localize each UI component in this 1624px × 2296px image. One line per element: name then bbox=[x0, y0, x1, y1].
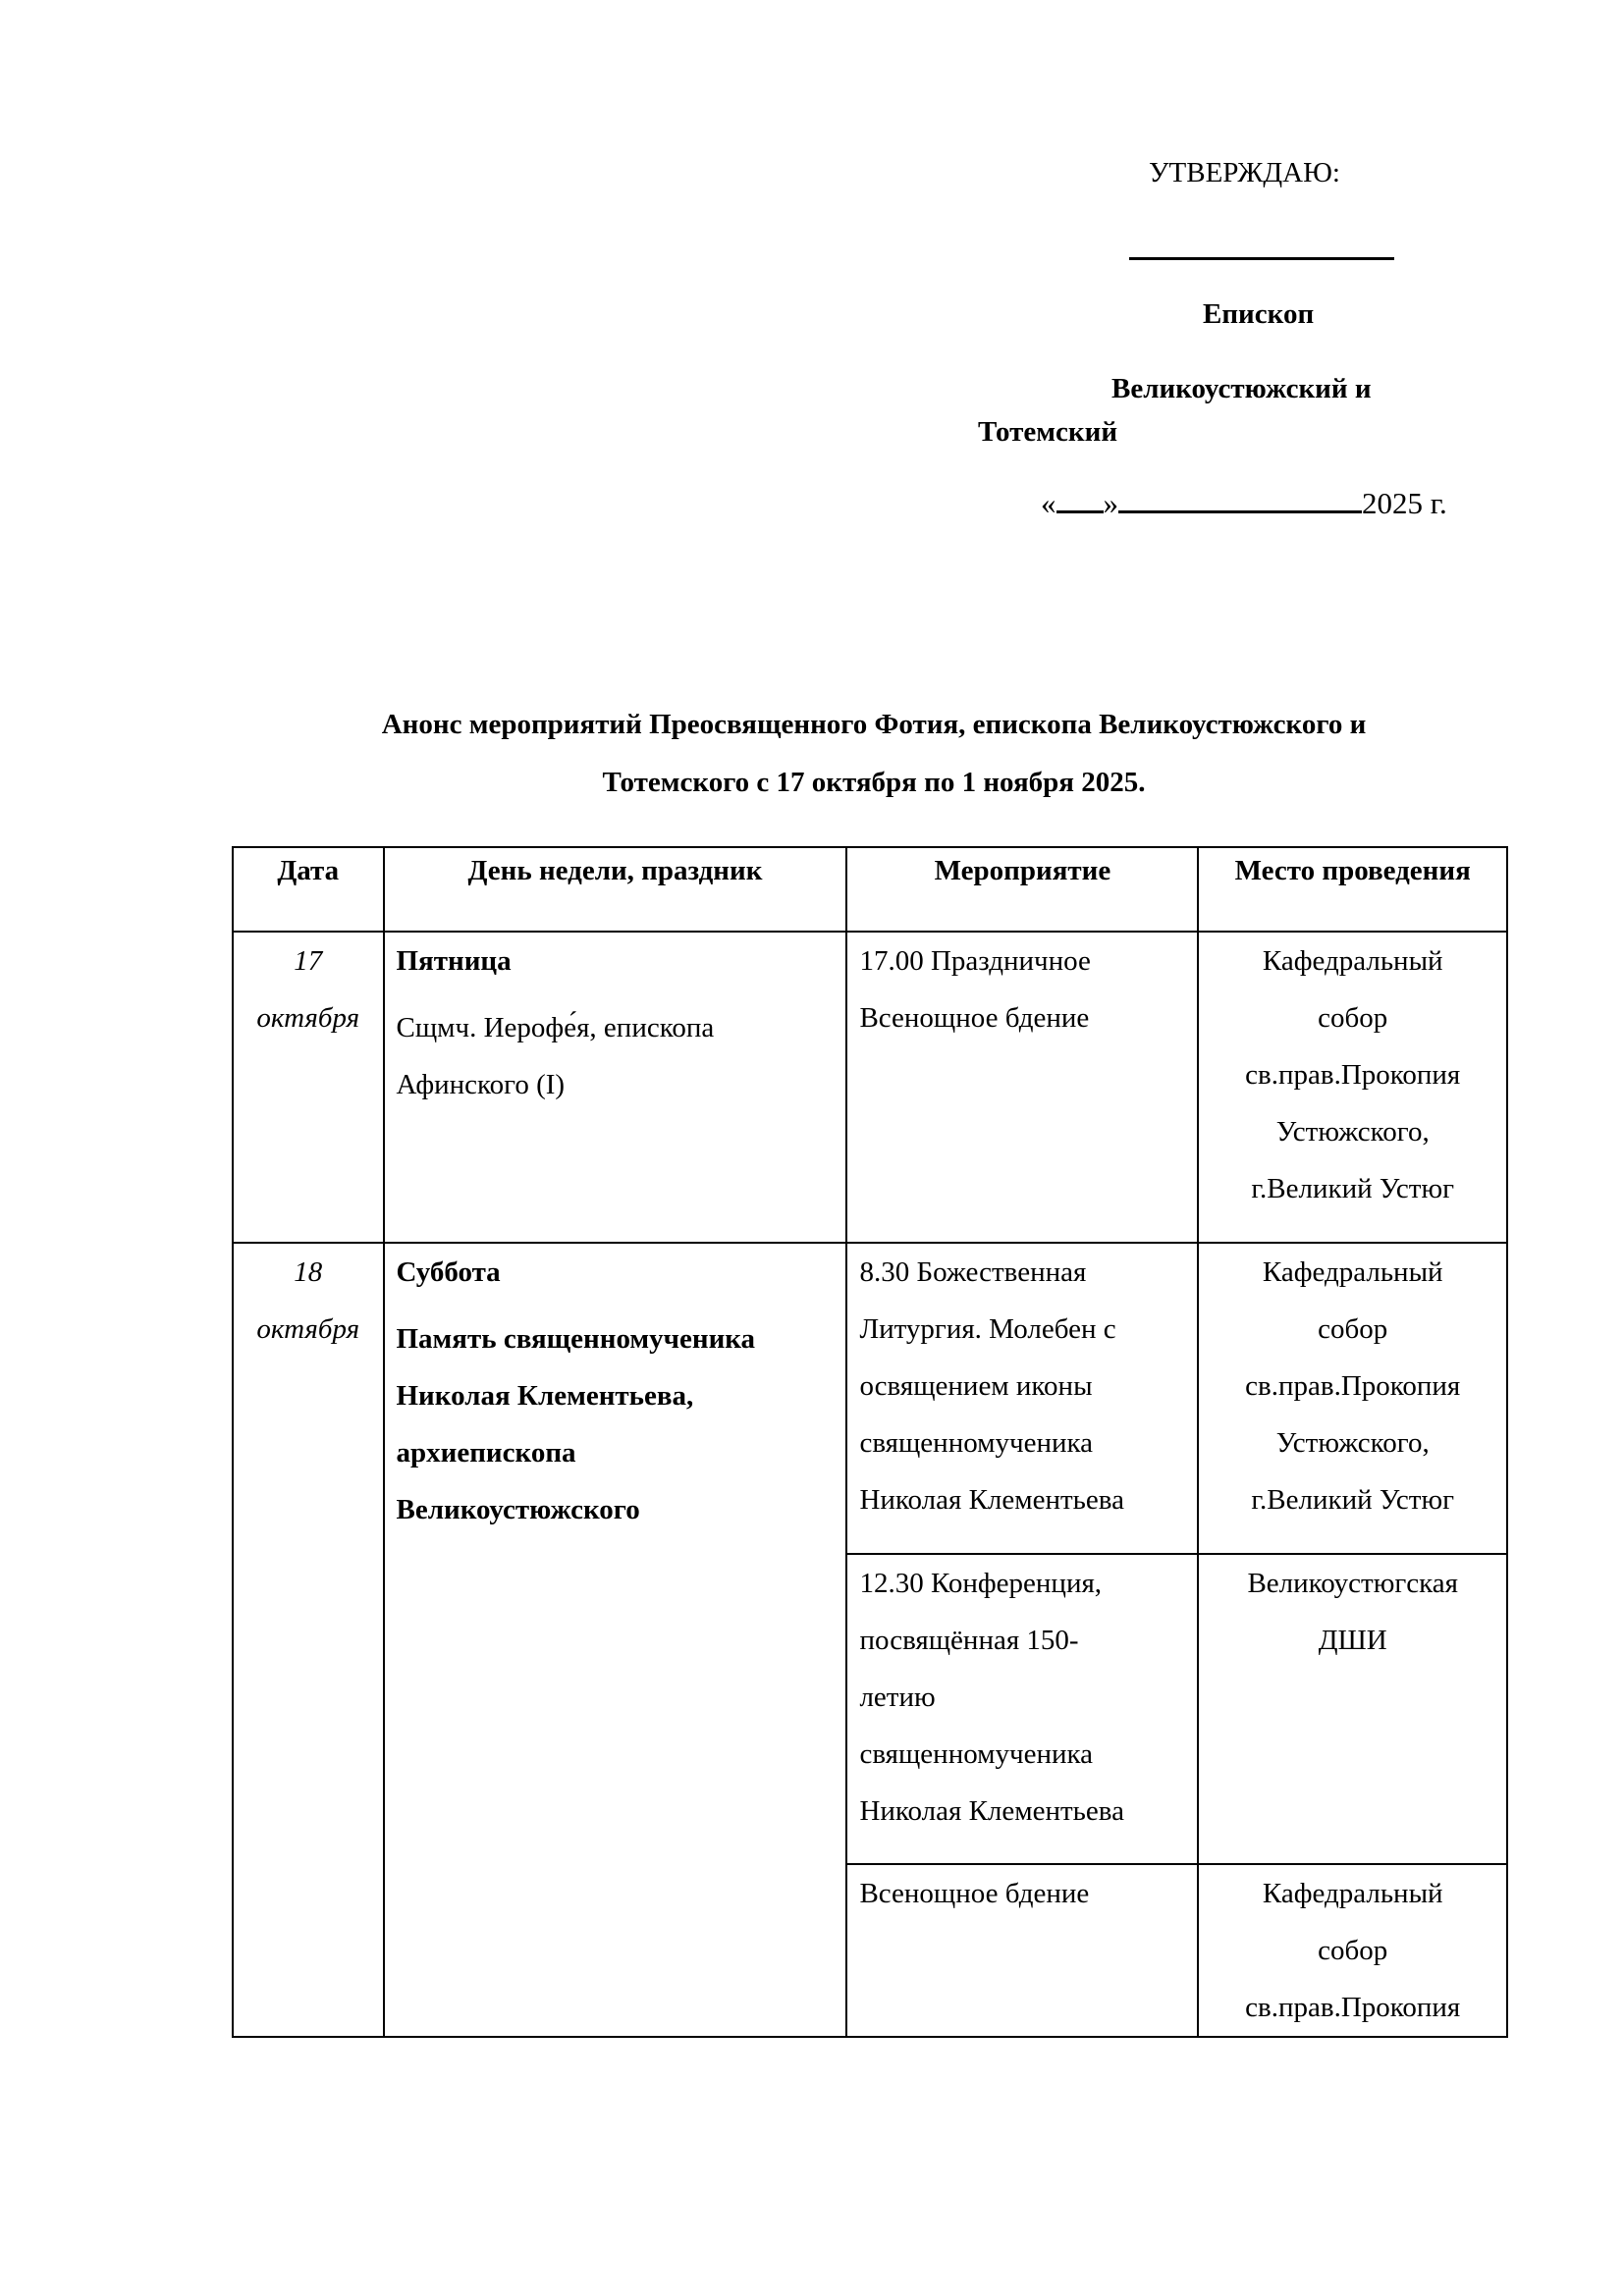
approval-heading: УТВЕРЖДАЮ: bbox=[1149, 157, 1340, 188]
date-open-quote: « bbox=[1041, 486, 1056, 520]
header-location: Место проведения bbox=[1198, 847, 1507, 932]
event-line: летию bbox=[859, 1682, 936, 1713]
event-line: Николая Клементьева bbox=[859, 1484, 1124, 1516]
location-line: собор bbox=[1318, 1002, 1388, 1034]
table-row bbox=[233, 932, 1507, 1243]
approver-see: Великоустюжский и bbox=[1111, 373, 1372, 404]
event-line: освящением иконы bbox=[859, 1370, 1093, 1402]
location-line: г.Великий Устюг bbox=[1251, 1484, 1455, 1516]
document-title-continued: Тотемского с 17 октября по 1 ноября 2025. bbox=[602, 767, 1146, 798]
schedule-table bbox=[232, 846, 1508, 2038]
event-line: священномученика bbox=[859, 1427, 1094, 1459]
feast-line: Память священномученика bbox=[396, 1323, 756, 1355]
event-line: Николая Клементьева bbox=[859, 1795, 1124, 1827]
location-line: г.Великий Устюг bbox=[1251, 1173, 1455, 1204]
weekday-feast-cell bbox=[384, 932, 847, 1243]
feast-line: архиепископа bbox=[396, 1437, 576, 1468]
feast-description bbox=[397, 999, 835, 1113]
event-cell bbox=[846, 932, 1198, 1243]
date-day: 17 bbox=[294, 945, 323, 977]
location-line: св.прав.Прокопия bbox=[1245, 1059, 1461, 1091]
location-line: ДШИ bbox=[1318, 1625, 1387, 1656]
event-cell bbox=[846, 1554, 1198, 1864]
location-line: Великоустюгская bbox=[1247, 1568, 1458, 1599]
location-line: Кафедральный bbox=[1262, 945, 1443, 977]
event-line: Всенощное бдение bbox=[859, 1002, 1090, 1034]
header-date: Дата bbox=[233, 847, 384, 932]
location-cell bbox=[1198, 1554, 1507, 1864]
weekday: Пятница bbox=[396, 945, 512, 977]
approver-title: Епископ bbox=[1203, 298, 1315, 330]
date-month: октября bbox=[256, 1313, 360, 1345]
day-blank bbox=[1056, 485, 1104, 513]
location-line: св.прав.Прокопия bbox=[1245, 1370, 1461, 1402]
table-row bbox=[233, 1243, 1507, 1554]
header-event: Мероприятие bbox=[846, 847, 1198, 932]
document-title: Анонс мероприятий Преосвященного Фотия, епископа Великоустюжского и bbox=[381, 709, 1367, 740]
location-cell bbox=[1198, 1864, 1507, 2037]
location-line: Кафедральный bbox=[1262, 1256, 1443, 1288]
location-cell bbox=[1198, 932, 1507, 1243]
approval-date-line bbox=[1041, 485, 1447, 521]
location-line: св.прав.Прокопия bbox=[1245, 1992, 1461, 2023]
feast-line: Афинского (I) bbox=[396, 1069, 566, 1100]
date-cell bbox=[233, 1243, 384, 2037]
header-weekday-feast: День недели, праздник bbox=[384, 847, 847, 932]
event-cell bbox=[846, 1864, 1198, 2037]
approver-see-continued: Тотемский bbox=[978, 416, 1118, 448]
date-year: 2025 г. bbox=[1362, 486, 1447, 520]
location-line: Устюжского, bbox=[1275, 1116, 1430, 1148]
feast-line: Великоустюжского bbox=[396, 1494, 640, 1525]
location-cell bbox=[1198, 1243, 1507, 1554]
feast-line: Сщмч. Иерофе́я, епископа bbox=[396, 1012, 715, 1043]
event-line: 17.00 Праздничное bbox=[859, 945, 1091, 977]
location-line: собор bbox=[1318, 1313, 1388, 1345]
date-day: 18 bbox=[294, 1256, 323, 1288]
table-header-row bbox=[233, 847, 1507, 932]
location-line: собор bbox=[1318, 1935, 1388, 1966]
date-month: октября bbox=[256, 1002, 360, 1034]
feast-description bbox=[397, 1310, 835, 1538]
weekday: Суббота bbox=[396, 1256, 501, 1288]
signature-line bbox=[1129, 257, 1394, 260]
weekday-feast-cell bbox=[384, 1243, 847, 2037]
event-line: Литургия. Молебен с bbox=[859, 1313, 1116, 1345]
date-cell bbox=[233, 932, 384, 1243]
location-line: Кафедральный bbox=[1262, 1878, 1443, 1909]
event-line: 12.30 Конференция, bbox=[859, 1568, 1103, 1599]
month-blank bbox=[1118, 485, 1362, 513]
feast-line: Николая Клементьева, bbox=[396, 1380, 694, 1412]
date-close-quote: » bbox=[1103, 486, 1118, 520]
event-line: священномученика bbox=[859, 1738, 1094, 1770]
event-line: 8.30 Божественная bbox=[859, 1256, 1087, 1288]
event-line: Всенощное бдение bbox=[859, 1878, 1090, 1909]
event-cell bbox=[846, 1243, 1198, 1554]
location-line: Устюжского, bbox=[1275, 1427, 1430, 1459]
event-line: посвящённая 150- bbox=[859, 1625, 1079, 1656]
